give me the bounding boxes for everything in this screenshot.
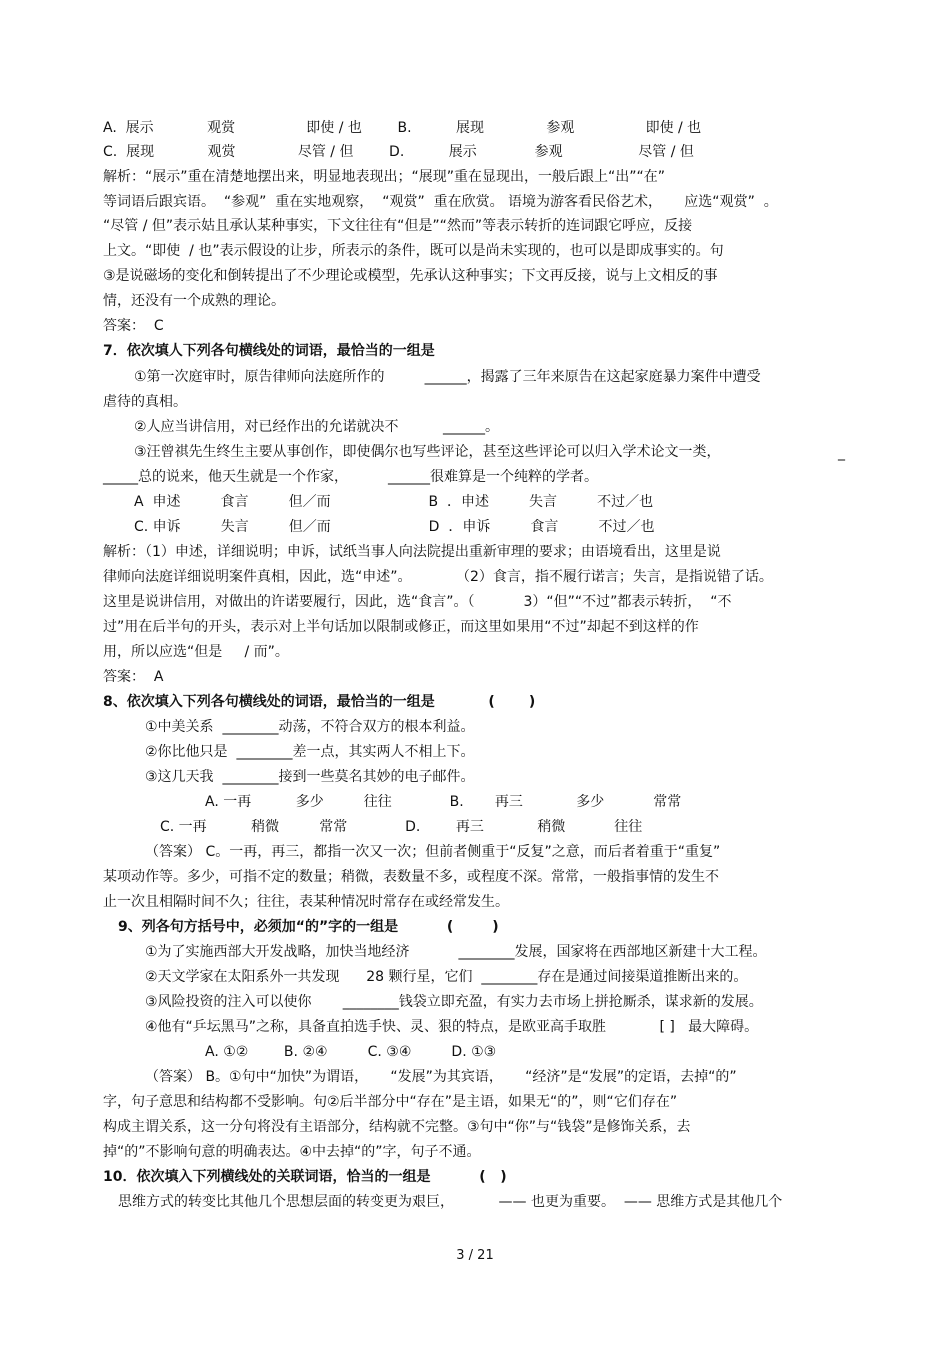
text-line: A. 展示 观赏 即使 / 也 B. 展现 参观 即使 / 也 [103,120,702,136]
text-line: 构成主谓关系，这一分句将没有主语部分，结构就不完整。③句中“你”与“钱袋”是修饰关系，去 [103,1119,691,1135]
text-line: ①中美关系 ________动荡，不符合双方的根本利益。 [145,719,475,735]
text-line: A. ①② B. ②④ C. ③④ D. ①③ [205,1044,497,1060]
text-line: 掉“的”不影响句意的明确表达。④中去掉“的”字，句子不通。 [103,1144,481,1160]
text-line: 虐待的真相。 [103,394,187,410]
text-line: 解析：“展示”重在清楚地摆出来，明显地表现出；“展现”重在显现出，一般后跟上“出”“在” [103,169,666,185]
text-line: _ [838,445,845,461]
text-line: （答案） B。①句中“加快”为谓语， “发展”为其宾语， “经济”是“发展”的定语，去掉“的” [145,1069,737,1085]
text-line: C. 申诉 失言 但／而 D ．申诉 食言 不过／也 [134,519,655,535]
text-line: ②人应当讲信用，对已经作出的允诺就决不 ______。 [134,419,500,435]
text-line: ②天文学家在太阳系外一共发现 28 颗行星，它们 ________存在是通过间接渠道推断出来的。 [145,969,748,985]
text-line: 过”用在后半句的开头，表示对上半句话加以限制或修正，而这里如果用“不过”却起不到这样的作 [103,619,699,635]
text-line: 答案： C [103,318,164,334]
text-line: 这里是说讲信用，对做出的许诺要履行，因此，选“食言”。（ 3）“但”“不过”都表示转折， “不 [103,594,732,610]
text-line: 7．依次填人下列各句横线处的词语，最恰当的一组是 [103,343,435,359]
text-line: 用，所以应选“但是 / 而”。 [103,644,289,660]
text-line: ③风险投资的注入可以使你 ________钱袋立即充盈，有实力去市场上拼抢厮杀，谋求新的发展。 [145,994,763,1010]
text-line: 10．依次填入下列横线处的关联词语，恰当的一组是 ( ) [103,1169,507,1185]
page-number: 3 / 21 [456,1248,494,1263]
text-line: 8、依次填入下列各句横线处的词语，最恰当的一组是 ( ) [103,694,536,710]
text-line: 某项动作等。多少，可指不定的数量；稍微，表数量不多，或程度不深。常常，一般指事情的发生不 [103,869,719,885]
text-line: A. 一再 多少 往往 B. 再三 多少 常常 [205,794,682,810]
text-line: 等词语后跟宾语。 “参观” 重在实地观察， “观赏” 重在欣赏。 语境为游客看民俗艺术， 应选“观赏” 。 [103,194,778,210]
text-line: 上文。“即使 / 也”表示假设的让步，所表示的条件，既可以是尚未实现的，也可以是即成事实的。句 [103,243,724,259]
text-line: ④他有“乒坛黑马”之称，具备直拍选手快、灵、狠的特点，是欧亚高手取胜 [ ] 最大障碍。 [145,1019,759,1035]
text-line: “尽管 / 但”表示姑且承认某种事实，下文往往有“但是”“然而”等表示转折的连词跟它呼应，反接 [103,218,693,234]
text-line: ③是说磁场的变化和倒转提出了不少理论或模型，先承认这种事实；下文再反接，说与上文相反的事 [103,268,718,284]
text-line: C. 展现 观赏 尽管 / 但 D. 展示 参观 尽管 / 但 [103,144,694,160]
text-line: ②你比他只是 ________差一点，其实两人不相上下。 [145,744,475,760]
text-line: 律师向法庭详细说明案件真相，因此，选“申述”。 （2）食言，指不履行诺言；失言，是指说错了话。 [103,569,773,585]
text-line: A 申述 食言 但／而 B ．申述 失言 不过／也 [134,494,654,510]
text-line: ③这几天我 ________接到一些莫名其妙的电子邮件。 [145,769,475,785]
text-line: 情，还没有一个成熟的理论。 [103,293,285,309]
text-line: 字，句子意思和结构都不受影响。句②后半部分中“存在”是主语，如果无“的”，则“它们存在” [103,1094,678,1110]
text-line: 止一次且相隔时间不久；往往，表某种情况时常存在或经常发生。 [103,894,509,910]
text-line: 答案： A [103,669,164,685]
text-line: 9、列各句方括号中，必须加“的”字的一组是 ( ) [118,919,499,935]
text-line: 思维方式的转变比其他几个思想层面的转变更为艰巨， —— 也更为重要。 —— 思维方式是其他几个 [118,1194,783,1210]
text-line: 解析：（1）申述，详细说明；申诉，试纸当事人向法院提出重新审理的要求；由语境看出，这里是说 [103,544,721,560]
text-line: （答案） C。一再，再三，都指一次又一次；但前者侧重于“反复”之意，而后者着重于“重复” [145,844,721,860]
text-line: C. 一再 稍微 常常 D. 再三 稍微 往往 [160,819,643,835]
text-line: ①为了实施西部大开发战略，加快当地经济 ________发展，国家将在西部地区新建十大工程。 [145,944,767,960]
text-line: _____总的说来，他天生就是一个作家， ______很难算是一个纯粹的学者。 [103,469,599,485]
text-line: ①第一次庭审时，原告律师向法庭所作的 ______，揭露了三年来原告在这起家庭暴力案件中遭受 [134,369,761,385]
text-line: ③汪曾祺先生终生主要从事创作，即使偶尔也写些评论，甚至这些评论可以归入学术论文一类， [134,444,721,460]
